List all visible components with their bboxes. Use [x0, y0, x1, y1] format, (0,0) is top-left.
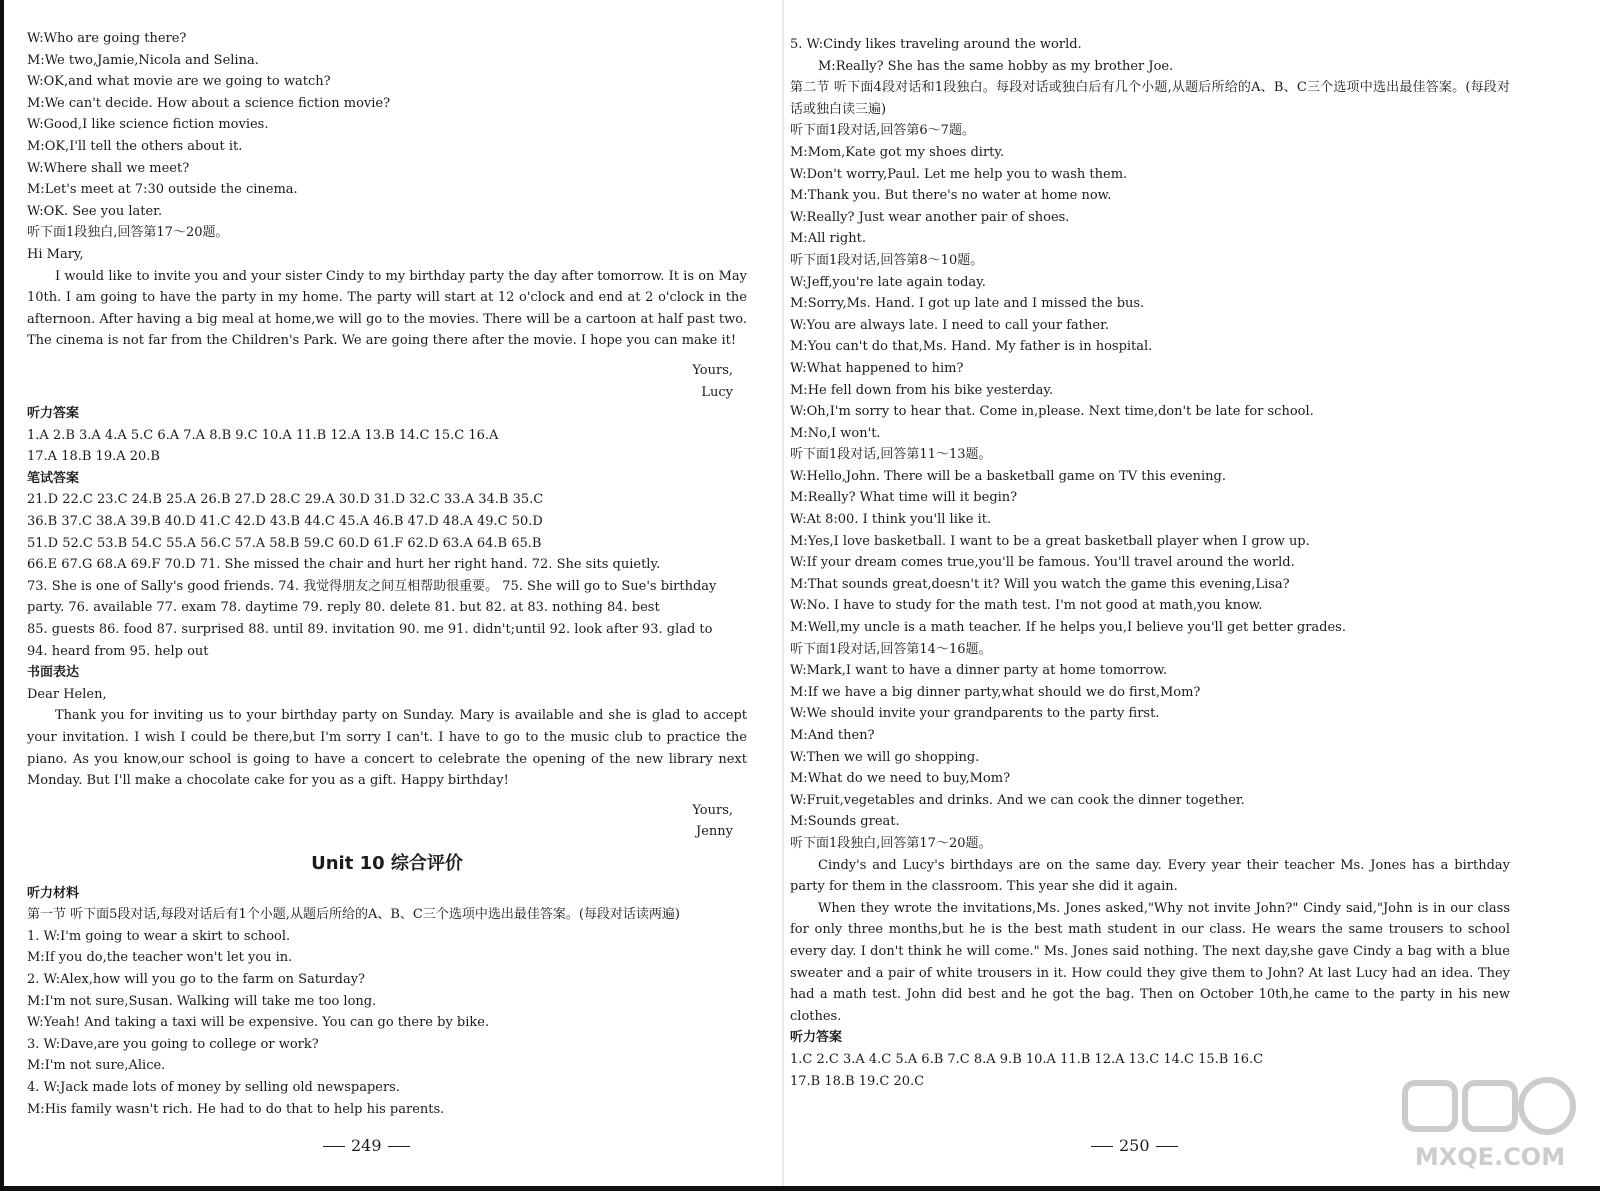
answer-row: 21.D 22.C 23.C 24.B 25.A 26.B 27.D 28.C 29.A 30.D 31.D 32.C 33.A 34.B 35.C: [27, 492, 544, 508]
page-number-value: 250: [1119, 1136, 1150, 1155]
dialogue-line: M:We two,Jamie,Nicola and Selina.: [27, 52, 259, 68]
dialogue-line: W:You are always late. I need to call your father.: [790, 317, 1110, 333]
dialogue-line: W:Good,I like science fiction movies.: [27, 117, 269, 133]
dialogue-line: W:Mark,I want to have a dinner party at home tomorrow.: [790, 663, 1168, 679]
dialogue-line: W:No. I have to study for the math test. I'm not good at math,you know.: [790, 598, 1263, 614]
writing-heading: 书面表达: [27, 665, 80, 681]
dialogue-line: W:Who are going there?: [27, 31, 187, 46]
dialogue-line: M:What do we need to buy,Mom?: [790, 771, 1011, 787]
dialogue-line: M:Sorry,Ms. Hand. I got up late and I missed the bus.: [790, 296, 1145, 312]
dialogue-line: W:Where shall we meet?: [27, 160, 190, 176]
dialogue-line: W:What happened to him?: [790, 360, 964, 376]
section-intro: 第二节 听下面4段对话和1段独白。每段对话或独白后有几个小题,从题后所给的A、B、C三个选项中选出最佳答案。(每段对话或独白读三遍): [790, 80, 1510, 117]
dialogue-line: W:OK,and what movie are we going to watch?: [27, 74, 331, 90]
dialogue-line: 3. W:Dave,are you going to college or work?: [27, 1036, 319, 1052]
answer-row: 17.B 18.B 19.C 20.C: [790, 1073, 925, 1089]
dialogue-line: W:OK. See you later.: [27, 203, 163, 219]
dialogue-line: W:Fruit,vegetables and drinks. And we can cook the dinner together.: [790, 792, 1245, 808]
dialogue-line: M:Thank you. But there's no water at home now.: [790, 188, 1112, 204]
monologue-paragraph: When they wrote the invitations,Ms. Jones asked,"Why not invite John?" Cindy said,"John is in our class for only three months,but he is the best math student in our class. He wears the same trousers to school every day. I don't think he will come." Ms. Jones said nothing. The next day,she gave Cindy a bag with a blue sweater and a pair of white trousers in it. How could they give them to John? At last Lucy had an idea. They had a math test. John did best and he got the bag. Then on October 10th,he came to the party in his new clothes.: [790, 900, 1510, 1024]
dialogue-line: M:I'm not sure,Alice.: [27, 1058, 166, 1074]
letter-body: I would like to invite you and your sister Cindy to my birthday party the day after tomorrow. It is on May 10th. I am going to have the party in my home. The party will start at 12 o'clock and end at 2 o'clock in the afternoon. After having a big meal at home,we will go to the movies. There will be a cartoon at half past two. The cinema is not far from the Children's Park. We are going there after the movie. I hope you can make it!: [27, 268, 747, 349]
section-intro: 听下面1段对话,回答第14～16题。: [790, 641, 992, 657]
dialogue-line: W:If your dream comes true,you'll be famous. You'll travel around the world.: [790, 555, 1295, 571]
watermark-text: MXQE.COM: [1414, 1143, 1566, 1171]
answer-row: 1.C 2.C 3.A 4.C 5.A 6.B 7.C 8.A 9.B 10.A 11.B 12.A 13.C 14.C 15.B 16.C: [790, 1051, 1264, 1067]
section-intro: 听下面1段对话,回答第6～7题。: [790, 123, 975, 139]
page-number: [1085, 1136, 1184, 1155]
answer-row: 73. She is one of Sally's good friends. 74. 我觉得朋友之间互相帮助很重要。 75. She will go to Sue's birthday: [27, 578, 717, 594]
dialogue-line: M:Sounds great.: [790, 814, 900, 830]
section-intro: 听下面1段对话,回答第11～13题。: [790, 447, 992, 463]
dialogue-line: W:At 8:00. I think you'll like it.: [790, 512, 992, 528]
dialogue-line: W:Hello,John. There will be a basketball game on TV this evening.: [790, 468, 1226, 484]
answer-row: 94. heard from 95. help out: [27, 643, 209, 659]
dialogue-line: M:Yes,I love basketball. I want to be a great basketball player when I grow up.: [790, 533, 1310, 549]
dialogue-line: M:Mom,Kate got my shoes dirty.: [790, 144, 1005, 160]
answer-row: 66.E 67.G 68.A 69.F 70.D 71. She missed the chair and hurt her right hand. 72. She sits quietly.: [27, 557, 661, 573]
dialogue-line: W:We should invite your grandparents to the party first.: [790, 706, 1160, 722]
answer-row: 36.B 37.C 38.A 39.B 40.D 41.C 42.D 43.B 44.C 45.A 46.B 47.D 48.A 49.C 50.D: [27, 514, 543, 530]
answer-row: 85. guests 86. food 87. surprised 88. until 89. invitation 90. me 91. didn't;until 92. look after 93. glad to: [27, 622, 713, 638]
dialogue-line: M:You can't do that,Ms. Hand. My father is in hospital.: [790, 339, 1153, 355]
dialogue-line: M:His family wasn't rich. He had to do that to help his parents.: [27, 1101, 445, 1117]
dialogue-line: M:He fell down from his bike yesterday.: [790, 382, 1054, 398]
dialogue-line: M:OK,I'll tell the others about it.: [27, 138, 243, 154]
written-answers-heading: 笔试答案: [27, 470, 80, 486]
listening-answers-heading: 听力答案: [27, 406, 80, 422]
letter-signer: Jenny: [696, 824, 733, 840]
section-intro: 听下面1段对话,回答第8～10题。: [790, 252, 984, 268]
answers-heading: 听力答案: [790, 1030, 843, 1046]
letter-signer: Lucy: [701, 384, 733, 400]
dialogue-line: W:Oh,I'm sorry to hear that. Come in,please. Next time,don't be late for school.: [790, 404, 1314, 420]
dialogue-line: M:No,I won't.: [790, 425, 881, 441]
dialogue-line: 4. W:Jack made lots of money by selling old newspapers.: [27, 1079, 400, 1095]
dialogue-line: M:Really? She has the same hobby as my brother Joe.: [818, 58, 1174, 74]
dialogue-line: M:If we have a big dinner party,what should we do first,Mom?: [790, 684, 1201, 700]
dialogue-line: M:Well,my uncle is a math teacher. If he helps you,I believe you'll get better grades.: [790, 620, 1346, 636]
dialogue-line: M:Really? What time will it begin?: [790, 490, 1018, 506]
letter-greeting: Dear Helen,: [27, 686, 107, 702]
dialogue-line: W:Really? Just wear another pair of shoes.: [790, 209, 1070, 225]
letter-greeting: Hi Mary,: [27, 246, 84, 262]
dialogue-line: M:All right.: [790, 231, 866, 247]
dialogue-line: 2. W:Alex,how will you go to the farm on Saturday?: [27, 971, 366, 987]
dialogue-line: M:And then?: [790, 728, 875, 743]
section-intro: 听下面1段独白,回答第17～20题。: [790, 835, 992, 851]
dialogue-line: W:Don't worry,Paul. Let me help you to wash them.: [790, 166, 1128, 182]
scan-bottom-border: [0, 1186, 1600, 1191]
dialogue-line: W:Then we will go shopping.: [790, 749, 980, 765]
answer-row: 1.A 2.B 3.A 4.A 5.C 6.A 7.A 8.B 9.C 10.A 11.B 12.A 13.B 14.C 15.C 16.A: [27, 427, 499, 443]
dialogue-line: W:Jeff,you're late again today.: [790, 274, 986, 290]
monologue-paragraph: Cindy's and Lucy's birthdays are on the same day. Every year their teacher Ms. Jones has a birthday party for them in the classroom. This year she did it again.: [790, 857, 1510, 895]
watermark-logo: [1395, 1075, 1585, 1175]
listening-material-heading: 听力材料: [27, 885, 80, 901]
dialogue-line: W:Yeah! And taking a taxi will be expensive. You can go there by bike.: [27, 1015, 490, 1031]
dialogue-line: M:If you do,the teacher won't let you in.: [27, 950, 293, 966]
answer-row: 51.D 52.C 53.B 54.C 55.A 56.C 57.A 58.B 59.C 60.D 61.F 62.D 63.A 64.B 65.B: [27, 535, 542, 551]
answer-row: 17.A 18.B 19.A 20.B: [27, 449, 160, 465]
letter-closing: Yours,: [692, 362, 733, 378]
letter-closing: Yours,: [692, 802, 733, 818]
dialogue-line: M:Let's meet at 7:30 outside the cinema.: [27, 182, 298, 198]
dialogue-line: M:That sounds great,doesn't it? Will you watch the game this evening,Lisa?: [790, 576, 1290, 592]
dialogue-line: 5. W:Cindy likes traveling around the world.: [790, 37, 1082, 52]
section-intro: 听下面1段独白,回答第17～20题。: [27, 225, 229, 241]
dialogue-line: 1. W:I'm going to wear a skirt to school.: [27, 928, 291, 944]
letter-body: Thank you for inviting us to your birthday party on Sunday. Mary is available and she is glad to accept your invitation. I wish I could be there,but I'm sorry I can't. I have to go to the music club to practice the piano. As you know,our school is going to have a concert to celebrate the opening of the new library next Monday. But I'll make a chocolate cake for you as a gift. Happy birthday!: [27, 708, 747, 789]
unit-title: Unit 10 综合评价: [311, 852, 463, 874]
section-intro: 第一节 听下面5段对话,每段对话后有1个小题,从题后所给的A、B、C三个选项中选出最佳答案。(每段对话读两遍): [27, 907, 680, 923]
dialogue-line: M:I'm not sure,Susan. Walking will take me too long.: [27, 993, 377, 1009]
answer-row: party. 76. available 77. exam 78. daytime 79. reply 80. delete 81. but 82. at 83. nothing 84. best: [27, 600, 660, 616]
right-column: [790, 34, 1510, 1092]
dialogue-line: M:We can't decide. How about a science fiction movie?: [27, 95, 391, 111]
page-number-value: 249: [351, 1136, 382, 1155]
